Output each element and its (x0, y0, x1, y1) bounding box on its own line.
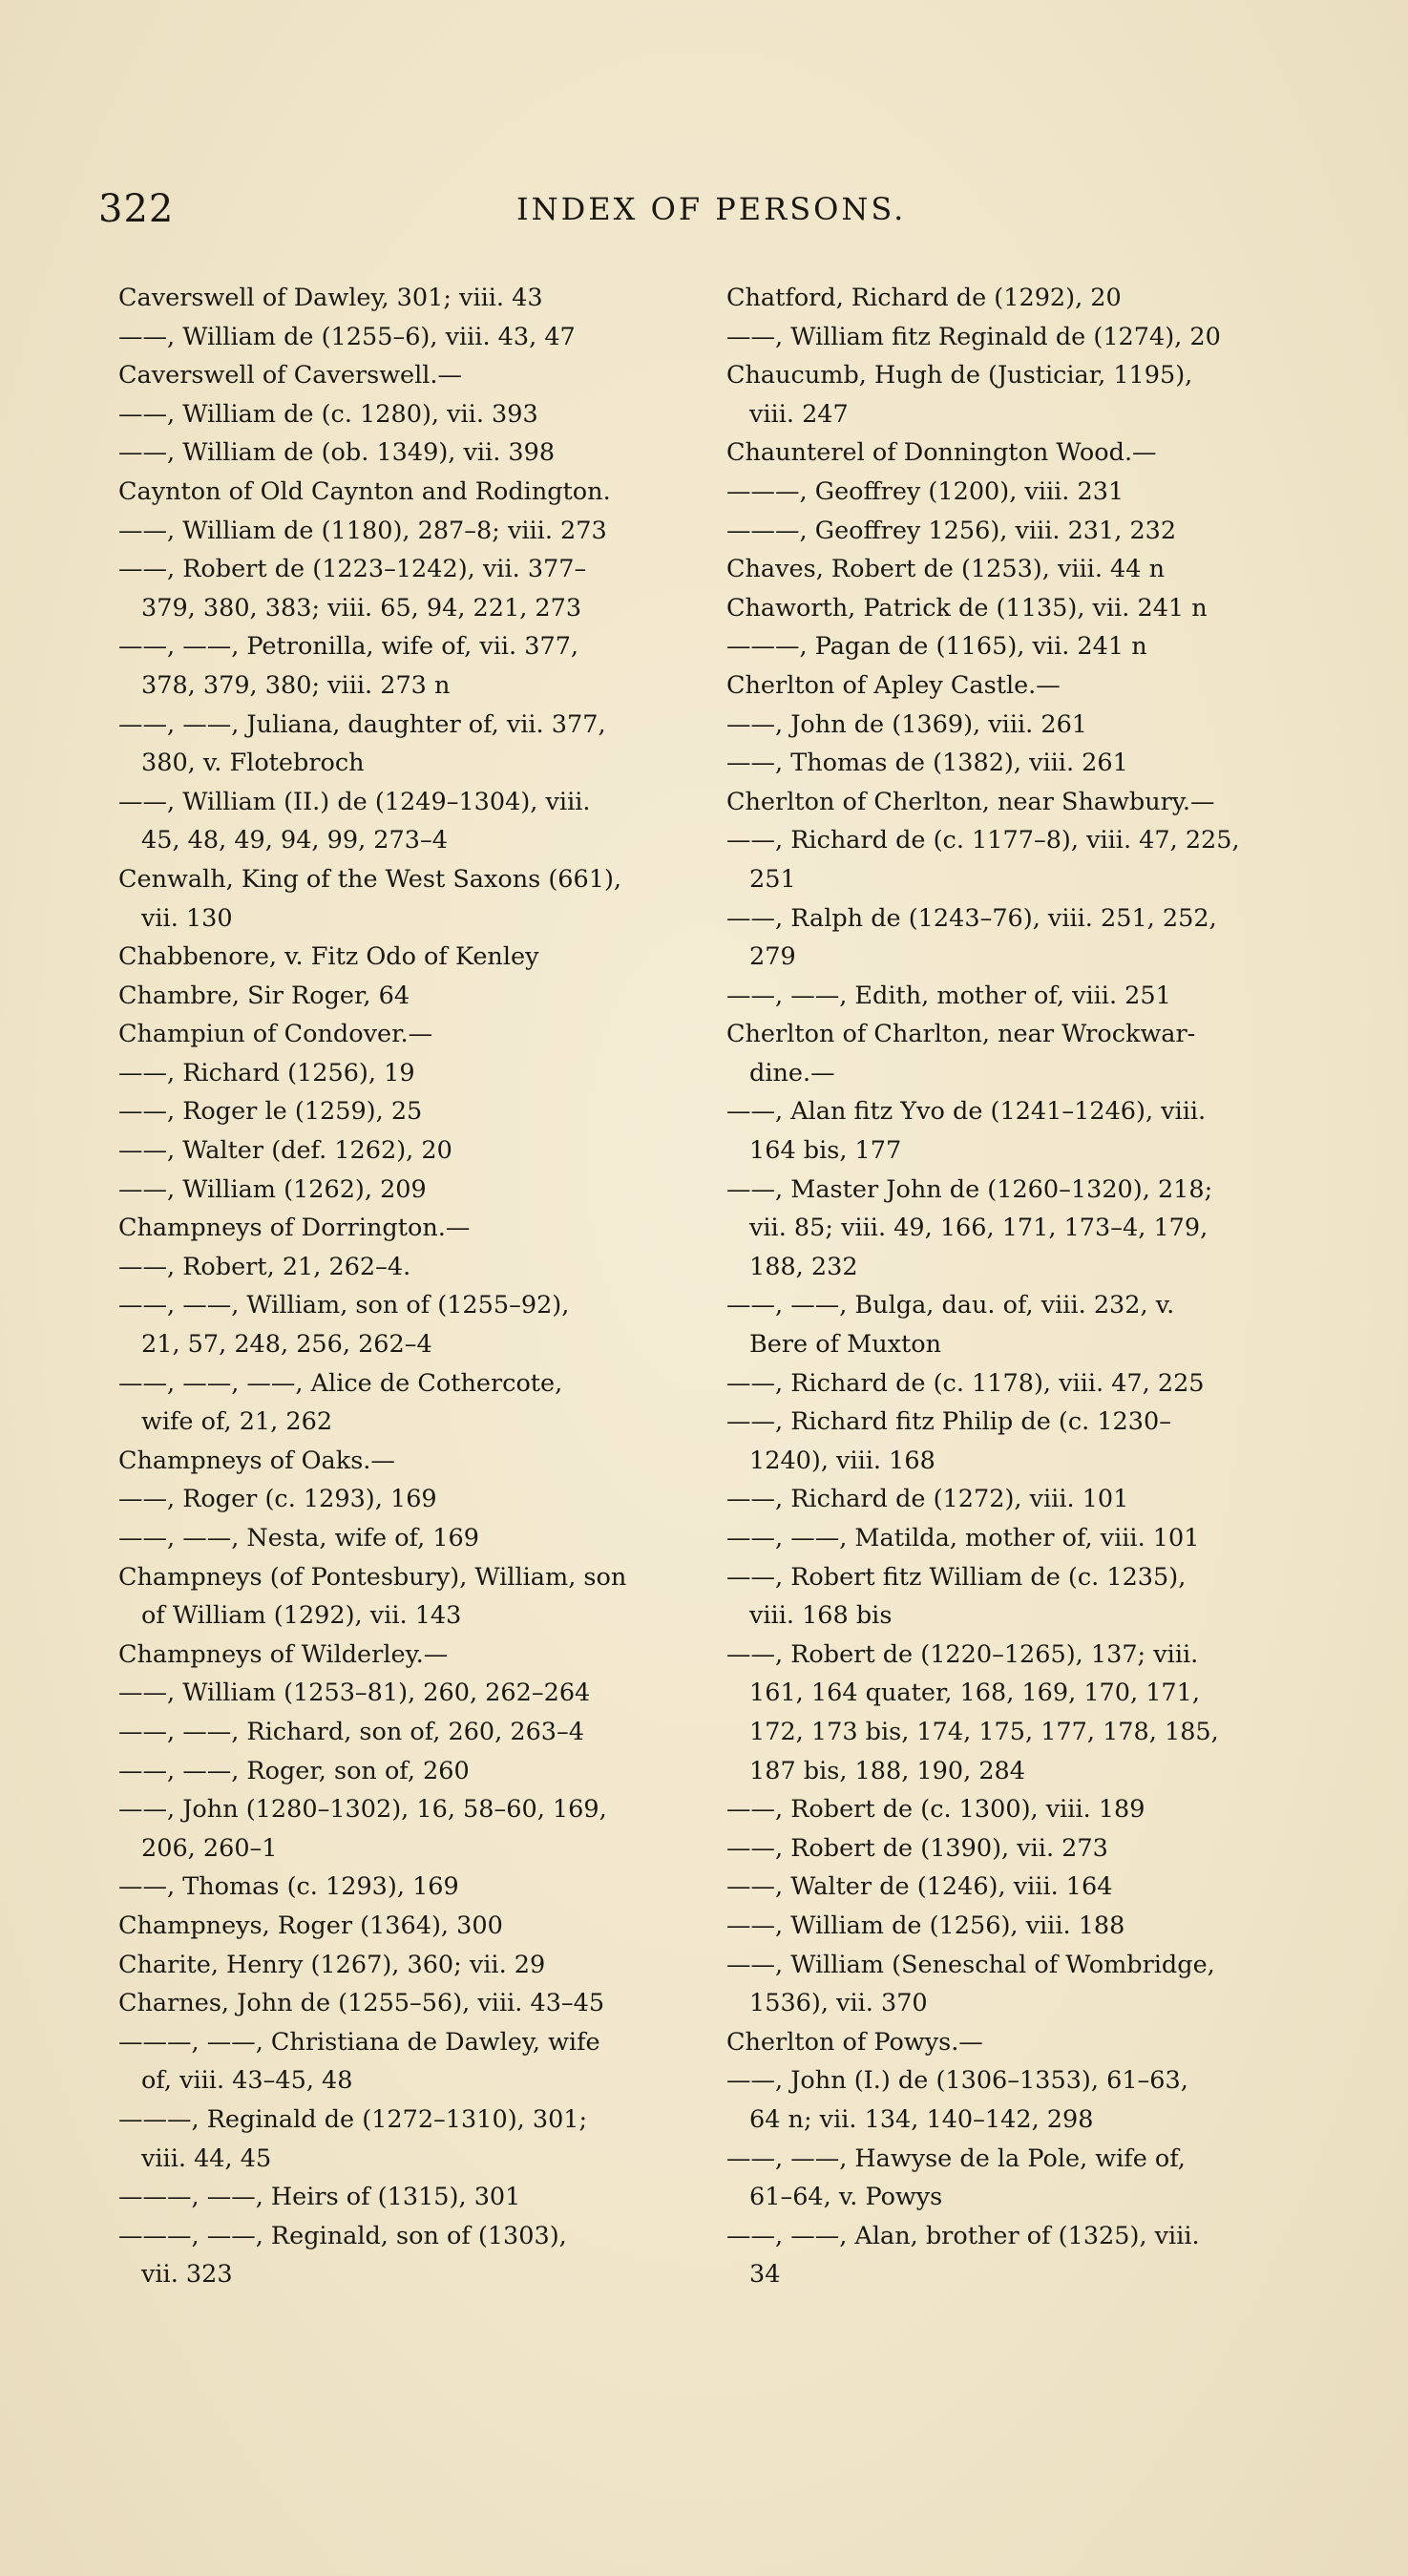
index-entry: vii. 323 (141, 2260, 233, 2290)
index-entry: ——, William fitz Reginald de (1274), 20 (726, 322, 1221, 351)
index-entry: ———, Geoffrey 1256), viii. 231, 232 (726, 516, 1177, 545)
index-entry: ——, ——, ——, Alice de Cothercote, (118, 1368, 563, 1398)
index-column-left (118, 279, 682, 2294)
index-entry: ——, ——, Petronilla, wife of, vii. 377, (118, 632, 579, 662)
index-entry: ——, Master John de (1260–1320), 218; (726, 1174, 1213, 1204)
index-entry: ——, Thomas de (1382), viii. 261 (726, 749, 1128, 778)
index-entry: ——, John (I.) de (1306–1353), 61–63, (726, 2066, 1188, 2096)
index-entry: ——, William (II.) de (1249–1304), viii. (118, 787, 591, 816)
index-entry: Champneys of Wilderley.— (118, 1639, 449, 1669)
page-number: 322 (98, 187, 175, 231)
index-entry: ——, Robert de (1390), vii. 273 (726, 1833, 1108, 1863)
index-entry: Caverswell of Caverswell.— (118, 361, 463, 391)
index-entry: Cherlton of Charlton, near Wrockwar- (726, 1020, 1196, 1049)
index-entry: ——, Roger le (1259), 25 (118, 1097, 423, 1127)
index-entry: ——, ——, William, son of (1255–92), (118, 1291, 570, 1320)
index-entry: 172, 173 bis, 174, 175, 177, 178, 185, (749, 1717, 1219, 1746)
index-entry: Charite, Henry (1267), 360; vii. 29 (118, 1950, 546, 1979)
index-entry: ——, ——, Alan, brother of (1325), viii. (726, 2221, 1200, 2250)
index-entry: ——, Robert, 21, 262–4. (118, 1252, 411, 1281)
index-entry: Charnes, John de (1255–56), viii. 43–45 (118, 1989, 605, 2018)
running-head: INDEX OF PERSONS. (516, 191, 907, 227)
index-entry: ——, ——, Richard, son of, 260, 263–4 (118, 1717, 584, 1746)
index-entry: ——, ——, Nesta, wife of, 169 (118, 1524, 479, 1552)
index-entry: 188, 232 (749, 1252, 858, 1281)
index-entry: ——, Alan fitz Yvo de (1241–1246), viii. (726, 1097, 1207, 1127)
index-entry: Chaunterel of Donnington Wood.— (726, 438, 1157, 468)
index-entry: Chabbenore, v. Fitz Odo of Kenley (118, 942, 539, 972)
index-entry: ——, Walter de (1246), viii. 164 (726, 1872, 1113, 1902)
index-entry: ——, Robert de (1220–1265), 137; viii. (726, 1639, 1199, 1669)
index-entry: ——, ——, Bulga, dau. of, viii. 232, v. (726, 1291, 1175, 1320)
index-entry: 251 (749, 864, 796, 894)
index-entry: ——, ——, Edith, mother of, viii. 251 (726, 981, 1171, 1010)
index-entry: 279 (749, 942, 796, 972)
index-entry: Cherlton of Apley Castle.— (726, 670, 1061, 700)
page-header (0, 187, 1408, 244)
index-entry: 187 bis, 188, 190, 284 (749, 1756, 1025, 1785)
index-entry: ——, Richard de (c. 1178), viii. 47, 225 (726, 1368, 1205, 1398)
index-entry: ——, William (Seneschal of Wombridge, (726, 1950, 1215, 1979)
index-entry: Champiun of Condover.— (118, 1020, 433, 1049)
index-entry: ——, John de (1369), viii. 261 (726, 709, 1088, 739)
index-entry: ——, Richard (1256), 19 (118, 1058, 415, 1087)
index-entry: ——, Richard de (1272), viii. 101 (726, 1485, 1129, 1514)
index-entry: ——, William de (1180), 287–8; viii. 273 (118, 516, 607, 545)
index-entry: ——, Richard fitz Philip de (c. 1230– (726, 1407, 1171, 1437)
index-entry: ———, ——, Christiana de Dawley, wife (118, 2027, 600, 2057)
index-entry: Chaves, Robert de (1253), viii. 44 n (726, 555, 1166, 584)
index-entry: viii. 168 bis (749, 1601, 893, 1631)
index-entry: 21, 57, 248, 256, 262–4 (141, 1330, 432, 1360)
index-entry: ———, ——, Reginald, son of (1303), (118, 2221, 567, 2250)
index-entry: 378, 379, 380; viii. 273 n (141, 670, 451, 700)
index-entry: ———, Reginald de (1272–1310), 301; (118, 2104, 588, 2134)
index-entry: ——, William (1253–81), 260, 262–264 (118, 1679, 591, 1708)
index-entry: Champneys of Oaks.— (118, 1446, 395, 1475)
index-entry: 64 n; vii. 134, 140–142, 298 (749, 2104, 1094, 2134)
index-entry: of William (1292), vii. 143 (141, 1601, 462, 1631)
index-entry: 45, 48, 49, 94, 99, 273–4 (141, 826, 448, 855)
index-entry: ———, Geoffrey (1200), viii. 231 (726, 476, 1124, 506)
index-entry: ——, ——, Roger, son of, 260 (118, 1756, 470, 1785)
index-entry: Chambre, Sir Roger, 64 (118, 981, 410, 1010)
index-entry: ——, William (1262), 209 (118, 1174, 427, 1204)
index-entry: ——, Robert fitz William de (c. 1235), (726, 1562, 1187, 1592)
index-entry: vii. 130 (141, 903, 233, 933)
index-entry: 1536), vii. 370 (749, 1989, 928, 2018)
index-entry: 161, 164 quater, 168, 169, 170, 171, (749, 1679, 1200, 1708)
index-entry: 34 (749, 2260, 781, 2290)
index-entry: ——, Richard de (c. 1177–8), viii. 47, 225, (726, 826, 1240, 855)
index-entry: 61–64, v. Powys (749, 2183, 943, 2212)
index-entry: Caverswell of Dawley, 301; viii. 43 (118, 284, 543, 312)
index-entry: ——, Roger (c. 1293), 169 (118, 1485, 437, 1514)
index-entry: of, viii. 43–45, 48 (141, 2066, 353, 2096)
index-entry: Champneys, Roger (1364), 300 (118, 1911, 503, 1940)
index-entry: Champneys of Dorrington.— (118, 1214, 471, 1243)
index-entry: ——, Robert de (c. 1300), viii. 189 (726, 1795, 1145, 1825)
index-entry: ——, William de (1256), viii. 188 (726, 1911, 1125, 1940)
index-entry: viii. 44, 45 (141, 2143, 272, 2173)
index-entry: ——, ——, Hawyse de la Pole, wife of, (726, 2143, 1186, 2173)
index-entry: ——, Thomas (c. 1293), 169 (118, 1872, 459, 1902)
index-entry: 379, 380, 383; viii. 65, 94, 221, 273 (141, 593, 582, 623)
index-entry: ——, ——, Juliana, daughter of, vii. 377, (118, 709, 606, 739)
index-entry: ——, ——, Matilda, mother of, viii. 101 (726, 1524, 1200, 1552)
index-entry: Chaucumb, Hugh de (Justiciar, 1195), (726, 361, 1193, 391)
index-entry: ——, William de (1255–6), viii. 43, 47 (118, 322, 576, 351)
index-entry: ———, Pagan de (1165), vii. 241 n (726, 632, 1147, 662)
index-entry: 206, 260–1 (141, 1833, 278, 1863)
index-entry: 1240), viii. 168 (749, 1446, 935, 1475)
index-column-right (726, 279, 1290, 2294)
index-entry: ——, William de (c. 1280), vii. 393 (118, 399, 538, 429)
index-entry: vii. 85; viii. 49, 166, 171, 173–4, 179, (749, 1214, 1208, 1243)
index-entry: dine.— (749, 1058, 835, 1087)
index-entry: wife of, 21, 262 (141, 1407, 333, 1437)
index-entry: ——, Robert de (1223–1242), vii. 377– (118, 555, 587, 584)
index-entry: 164 bis, 177 (749, 1136, 902, 1166)
index-entry: ——, Ralph de (1243–76), viii. 251, 252, (726, 903, 1217, 933)
index-entry: 380, v. Flotebroch (141, 749, 365, 778)
index-entry: Chaworth, Patrick de (1135), vii. 241 n (726, 593, 1208, 623)
index-entry: viii. 247 (749, 399, 849, 429)
index-entry: ———, ——, Heirs of (1315), 301 (118, 2183, 521, 2212)
index-entry: ——, John (1280–1302), 16, 58–60, 169, (118, 1795, 607, 1825)
index-entry: ——, Walter (def. 1262), 20 (118, 1136, 452, 1166)
index-entry: Bere of Muxton (749, 1330, 942, 1360)
index-entry: Caynton of Old Caynton and Rodington. (118, 476, 611, 506)
index-entry: Cenwalh, King of the West Saxons (661), (118, 864, 622, 894)
index-entry: ——, William de (ob. 1349), vii. 398 (118, 438, 556, 468)
index-entry: Champneys (of Pontesbury), William, son (118, 1562, 627, 1592)
index-entry: Cherlton of Cherlton, near Shawbury.— (726, 787, 1215, 816)
index-entry: Cherlton of Powys.— (726, 2027, 983, 2057)
index-entry: Chatford, Richard de (1292), 20 (726, 284, 1122, 312)
